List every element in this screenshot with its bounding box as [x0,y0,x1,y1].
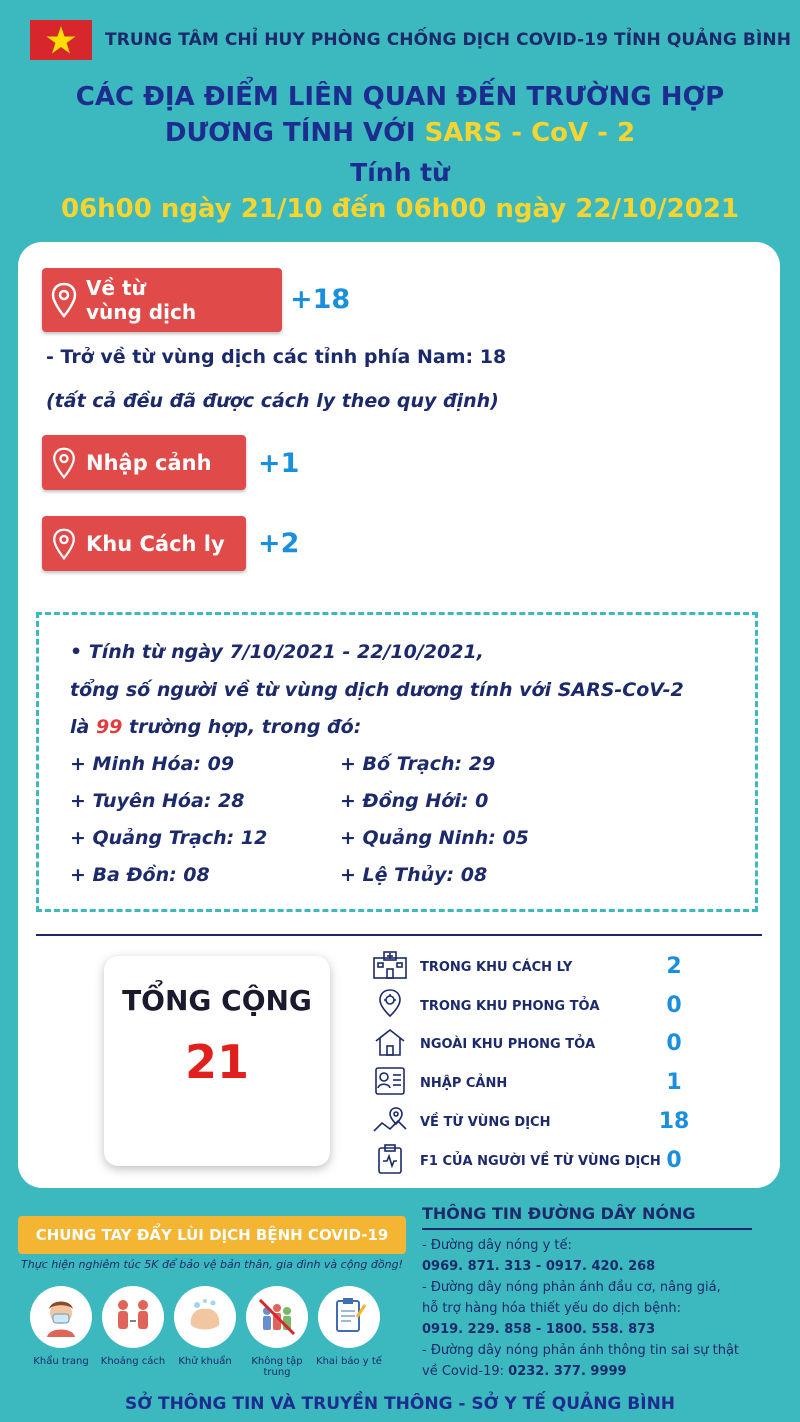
total-value: 21 [184,1035,249,1089]
district-item: + Quảng Trạch: 12 [70,827,268,849]
stat-value: 18 [658,1109,690,1134]
hotline-underline [422,1228,752,1230]
campaign-item-label: Khử khuẩn [178,1356,232,1367]
title-highlight: SARS - CoV - 2 [424,118,636,148]
passport-icon [370,1066,410,1096]
stat-label: F1 CỦA NGƯỜI VỀ TỪ VÙNG DỊCH [420,1154,661,1169]
district-item: + Quảng Ninh: 05 [340,827,529,849]
district-item: + Minh Hóa: 09 [70,753,235,775]
summary-line-1: • Tính từ ngày 7/10/2021 - 22/10/2021, [70,641,484,663]
health-declaration-icon [318,1286,380,1348]
district-item: + Đồng Hới: 0 [340,790,489,812]
total-label: TỔNG CỘNG [122,984,312,1017]
count-nhap-canh: +1 [258,448,300,479]
hospital-icon [370,950,410,980]
location-pin-icon [42,447,86,479]
campaign-banner: CHUNG TAY ĐẨY LÙI DỊCH BỆNH COVID-19 [18,1216,406,1254]
detail-line-1: - Trở về từ vùng dịch các tỉnh phía Nam: 18 [46,346,507,368]
stat-label: VỀ TỪ VÙNG DỊCH [420,1115,551,1130]
category-tag-khu-cach-ly [42,516,246,571]
hotline-text: - Đường dây nóng phản ánh thông tin sai sự thật [422,1343,740,1358]
tag-label: Khu Cách ly [86,531,225,556]
hotline-text: hỗ trợ hàng hóa thiết yếu do dịch bệnh: [422,1301,682,1316]
detail-line-2: (tất cả đều đã được cách ly theo quy định) [46,390,499,412]
title-line-2 [0,118,800,148]
category-tag-nhap-canh [42,435,246,490]
stat-label: TRONG KHU CÁCH LY [420,960,573,975]
stat-label: TRONG KHU PHONG TỎA [420,999,600,1014]
count-khu-cach-ly: +2 [258,528,300,559]
summary-total-number: 99 [95,716,123,738]
category-tag-ve-tu-vung-dich [42,268,282,332]
title-line-3: Tính từ [350,158,450,187]
house-icon [370,1027,410,1057]
tag-label-line-2: vùng dịch [86,300,197,324]
footer: SỞ THÔNG TIN VÀ TRUYỀN THÔNG - SỞ Y TẾ QUẢNG BÌNH [124,1394,676,1414]
district-item: + Tuyên Hóa: 28 [70,790,245,812]
virus-map-icon [370,988,410,1018]
campaign-item-label: Không tập trung [251,1356,303,1378]
stat-value: 0 [666,1031,682,1056]
divider [36,934,762,936]
campaign-item-label: Khẩu trang [33,1356,89,1367]
title-line-1: CÁC ĐỊA ĐIỂM LIÊN QUAN ĐẾN TRƯỜNG HỢP [75,82,725,112]
hotline-text: - Đường dây nóng phản ánh đầu cơ, nâng giá, [422,1280,721,1295]
hotline-text: - Đường dây nóng y tế: [422,1238,572,1253]
stat-value: 1 [666,1070,682,1095]
hotline-title: THÔNG TIN ĐƯỜNG DÂY NÓNG [422,1204,696,1223]
stat-label: NHẬP CẢNH [420,1076,508,1091]
vietnam-flag [30,20,92,60]
stat-label: NGOÀI KHU PHONG TỎA [420,1037,596,1052]
hotline-number: 0919. 229. 858 - 1800. 558. 873 [422,1322,656,1337]
stat-value: 0 [666,1148,682,1173]
map-pin-icon [370,1105,410,1135]
title-line-2-prefix: DƯƠNG TÍNH VỚI [164,118,425,148]
tag-label-line-1: Về từ [86,276,146,300]
hotline-text [422,1364,627,1379]
district-item: + Lệ Thủy: 08 [340,864,488,886]
count-ve-tu-vung-dich: +18 [290,284,351,315]
hotline-prefix: về Covid-19: [422,1364,509,1379]
stat-value: 2 [666,954,682,979]
district-item: + Ba Đồn: 08 [70,864,210,886]
clipboard-icon [370,1144,410,1174]
mask-icon [30,1286,92,1348]
distance-icon [102,1286,164,1348]
no-gathering-icon [246,1286,308,1348]
organization-name: TRUNG TÂM CHỈ HUY PHÒNG CHỐNG DỊCH COVID-19 TỈNH QUẢNG BÌNH [105,30,792,50]
campaign-subtitle: Thực hiện nghiêm túc 5K để bảo vệ bản thân, gia đình và cộng đồng! [21,1258,403,1271]
hotline-number: 0232. 377. 9999 [508,1364,627,1379]
hand-wash-icon [174,1286,236,1348]
total-box [104,956,330,1166]
location-pin-icon [42,528,86,560]
summary-line-2: tổng số người về từ vùng dịch dương tính với SARS-CoV-2 [70,679,684,701]
summary-prefix: là [70,716,96,738]
hotline-number: 0969. 871. 313 - 0917. 420. 268 [422,1259,656,1274]
summary-suffix: trường hợp, trong đó: [122,716,362,738]
district-item: + Bố Trạch: 29 [340,753,496,775]
campaign-item-label: Khoảng cách [100,1356,166,1367]
campaign-item-label: Khai báo y tế [316,1356,382,1367]
date-range: 06h00 ngày 21/10 đến 06h00 ngày 22/10/2021 [60,194,740,224]
summary-line-3 [70,716,361,738]
stat-value: 0 [666,993,682,1018]
location-pin-icon [42,282,86,318]
tag-label: Nhập cảnh [86,450,212,475]
